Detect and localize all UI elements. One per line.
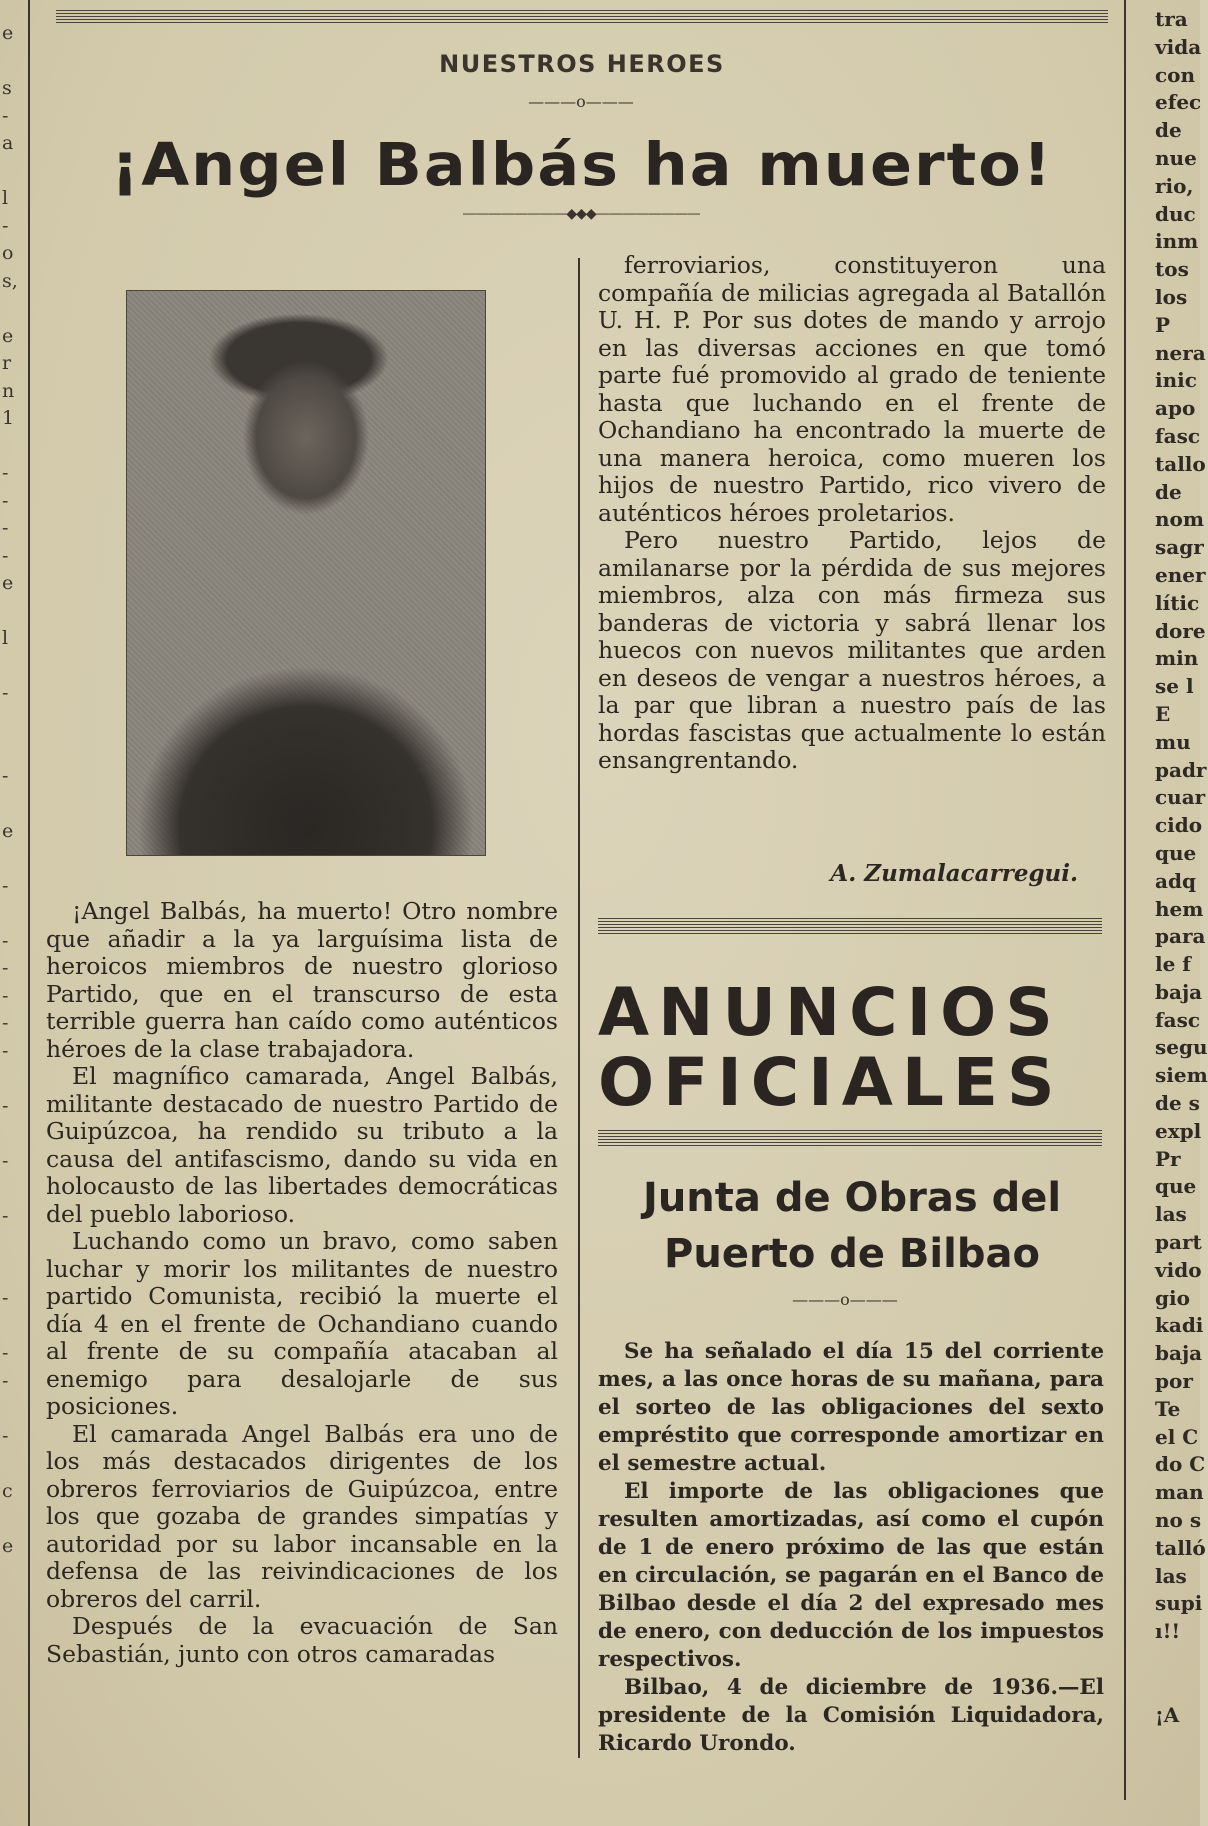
fringe-line: efec [1155, 90, 1202, 115]
fringe-line: - [2, 957, 9, 979]
article-headline: ¡Angel Balbás ha muerto! [110, 129, 1054, 200]
fringe-line: con [1155, 62, 1196, 87]
fringe-line: Pr [1155, 1146, 1181, 1171]
fringe-line: tra [1155, 7, 1188, 31]
fringe-line: - [2, 1149, 9, 1172]
left-column-fringe [0, 0, 22, 1826]
paragraph: Se ha señalado el día 15 del corriente mes, a las once horas de su mañana, para el sorteo de las obligaciones del sexto empréstito que corresponde amortizar en el semestre actual. [598, 1339, 1104, 1476]
fringe-line: - [2, 517, 9, 539]
ads-title [598, 974, 1106, 1121]
fringe-line [2, 158, 22, 186]
fringe-line: de [1155, 118, 1182, 143]
fringe-line [2, 845, 22, 873]
headline-ornament: ————————◆◆◆———————— [462, 206, 700, 222]
fringe-line [2, 708, 22, 736]
fringe-line: - [2, 214, 9, 237]
fringe-line [2, 1175, 22, 1203]
fringe-line: hem [1155, 896, 1204, 921]
fringe-line: para [1155, 924, 1206, 949]
paragraph: El magnífico camarada, Angel Balbás, militante destacado de nuestro Partido de Guipúzcoa, ha rendido su tributo a la causa del antifascismo, dando su vida en holocausto de las libertades democráticas del pueblo laborioso. [46, 1062, 558, 1228]
ads-body [598, 1338, 1104, 1758]
fringe-line: ener [1155, 562, 1206, 587]
fringe-line: s, [2, 269, 18, 292]
fringe-line: que [1155, 840, 1197, 865]
fringe-line [1155, 1674, 1200, 1702]
fringe-line: duc [1155, 201, 1196, 226]
paragraph: ferroviarios, constituyeron una compañía de milicias agregada al Batallón U. H. P. Por sus dotes de mando y arrojo en las diversas acciones en que tomó parte fué promovido al grado de teniente hasta que luchando en el frente de Ochandiano ha encontrado la muerte de una manera heroica, como mueren los hijos de nuestro Partido, rico vivero de auténticos héroes proletarios. [598, 251, 1106, 527]
fringe-line: se l [1155, 674, 1194, 699]
fringe-line: no s [1155, 1508, 1202, 1533]
fringe-line: apo [1155, 396, 1196, 421]
fringe-line: - [2, 1204, 9, 1227]
fringe-line: fasc [1155, 423, 1200, 448]
fringe-line: las [1155, 1563, 1187, 1588]
fringe-line: - [2, 1012, 9, 1034]
fringe-line: nue [1155, 145, 1197, 170]
paragraph: Pero nuestro Partido, lejos de amilanarse por la pérdida de sus mejores miembros, alza con más firmeza sus banderas de victoria y sabrá llenar los huecos con nuevos militantes que arden en deseos de vengar a nuestros héroes, a la par que libran a nuestro país de las hordas fascistas que actualmente lo están ensangrentando. [598, 526, 1106, 774]
fringe-line: - [2, 462, 9, 484]
fringe-line: vida [1155, 34, 1202, 59]
fringe-line: cuar [1155, 785, 1206, 810]
fringe-line: e [2, 324, 14, 347]
fringe-line: E [1155, 701, 1171, 726]
fringe-line: tallo [1155, 451, 1206, 476]
article-column-1 [46, 898, 558, 1668]
fringe-line: adq [1155, 868, 1196, 893]
fringe-line [2, 900, 22, 928]
fringe-line [2, 1505, 22, 1533]
fringe-line [2, 653, 22, 681]
fringe-line [2, 1230, 22, 1258]
fringe-line: expl [1155, 1118, 1202, 1143]
fringe-line: padr [1155, 757, 1207, 782]
portrait-photo [126, 290, 486, 856]
ads-top-hatched-rule [598, 918, 1102, 936]
fringe-line: kadi [1155, 1313, 1204, 1338]
paragraph: Bilbao, 4 de diciembre de 1936.—El presidente de la Comisión Liquidadora, Ricardo Urondo. [598, 1675, 1104, 1756]
fringe-line: o [2, 242, 14, 264]
fringe-line: a [2, 132, 14, 154]
fringe-line: - [2, 1094, 9, 1117]
fringe-line: cido [1155, 813, 1203, 838]
fringe-line: de s [1155, 1091, 1200, 1116]
fringe-line: P [1155, 312, 1171, 337]
fringe-line: r [2, 352, 12, 374]
fringe-line: fasc [1155, 1007, 1200, 1032]
column-rule-left [28, 0, 30, 1826]
fringe-line [2, 1450, 22, 1478]
ads-title-line-2: OFICIALES [598, 1044, 1064, 1121]
ads-subtitle [598, 1170, 1106, 1282]
fringe-line: s [2, 77, 12, 99]
fringe-line: los [1155, 284, 1188, 309]
fringe-line: - [2, 1424, 9, 1447]
fringe-line: - [2, 1287, 9, 1309]
fringe-line: le f [1155, 952, 1191, 977]
fringe-line: e [2, 572, 14, 594]
article-column-2 [598, 252, 1106, 775]
column-rule-middle [578, 258, 580, 1758]
top-hatched-rule [56, 10, 1108, 24]
article-signature: A. Zumalacarregui. [830, 860, 1078, 887]
ads-ornament: ———o——— [792, 1290, 898, 1309]
fringe-line: baja [1155, 1341, 1203, 1366]
ads-subtitle-line-1: Junta de Obras del [642, 1175, 1062, 1221]
fringe-line: segu [1155, 1035, 1208, 1060]
paragraph: El importe de las obligaciones que resulten amortizadas, así como el cupón de 1 de enero próximo de las que están en circulación, se pagarán en el Banco de Bilbao desde el día 2 del expresado mes de enero, con deducción de los impuestos respectivos. [598, 1479, 1104, 1672]
article-kicker: NUESTROS HEROES [439, 50, 725, 78]
fringe-line [2, 735, 22, 763]
fringe-line: - [2, 489, 9, 512]
fringe-line: ı!! [1155, 1619, 1181, 1644]
fringe-line: part [1155, 1230, 1202, 1255]
fringe-line: Te [1155, 1396, 1181, 1421]
fringe-line: l [2, 627, 9, 649]
fringe-line: sagr [1155, 535, 1204, 560]
ads-mid-hatched-rule [598, 1130, 1102, 1146]
fringe-line [2, 1395, 22, 1423]
fringe-line [1155, 1646, 1200, 1674]
fringe-line: inic [1155, 368, 1197, 393]
fringe-line: de [1155, 479, 1182, 504]
fringe-line: - [2, 1039, 9, 1062]
fringe-line: man [1155, 1480, 1204, 1505]
fringe-line: n [2, 379, 15, 402]
fringe-line [2, 48, 22, 76]
paragraph: ¡Angel Balbás, ha muerto! Otro nombre que añadir a la ya larguísima lista de heroicos miembros de nuestro glorioso Partido, que en el transcurso de esta terrible guerra han caído como auténticos héroes de la clase trabajadora. [46, 897, 558, 1063]
fringe-line: do C [1155, 1452, 1206, 1477]
fringe-line: tos [1155, 257, 1189, 282]
fringe-line: - [2, 764, 9, 787]
fringe-line: el C [1155, 1424, 1199, 1449]
fringe-line: supi [1155, 1591, 1203, 1616]
fringe-line: las [1155, 1202, 1187, 1227]
fringe-line: 1 [2, 407, 15, 429]
fringe-line: lític [1155, 590, 1200, 615]
fringe-line: vido [1155, 1257, 1202, 1282]
fringe-line: - [2, 682, 9, 704]
fringe-line: - [2, 929, 9, 952]
fringe-line: nom [1155, 507, 1205, 532]
paragraph: El camarada Angel Balbás era uno de los más destacados dirigentes de los obreros ferroviarios de Guipúzcoa, entre los que gozaba de grandes simpatías y autoridad por su labor incansable en la defensa de las reivindicaciones de los obreros del carril. [46, 1419, 558, 1613]
fringe-line [2, 790, 22, 818]
fringe-line: l [2, 187, 9, 209]
fringe-line: por [1155, 1369, 1193, 1394]
fringe-line [2, 1258, 22, 1286]
fringe-line [2, 598, 22, 626]
kicker-ornament: ———o——— [528, 92, 634, 111]
fringe-line: siem [1155, 1063, 1208, 1088]
fringe-line: - [2, 874, 9, 897]
fringe-line: e [2, 819, 14, 842]
fringe-line [2, 295, 22, 323]
fringe-line: e [2, 22, 14, 44]
fringe-line: - [2, 544, 9, 567]
right-column-fringe [1150, 0, 1208, 1826]
fringe-line: nera [1155, 340, 1206, 365]
fringe-line: baja [1155, 979, 1203, 1004]
fringe-line [2, 1313, 22, 1341]
column-rule-right [1124, 0, 1126, 1800]
fringe-line [2, 433, 22, 461]
fringe-line [2, 1065, 22, 1093]
fringe-line: dore [1155, 618, 1206, 643]
fringe-line: c [2, 1479, 13, 1502]
ads-title-line-1: ANUNCIOS [598, 974, 1062, 1051]
fringe-line: min [1155, 646, 1199, 671]
fringe-line: ¡A [1155, 1702, 1180, 1727]
fringe-line: mu [1155, 729, 1191, 754]
fringe-line: talló [1155, 1535, 1206, 1560]
fringe-line: que [1155, 1174, 1197, 1199]
fringe-line: - [2, 1342, 9, 1364]
fringe-line: - [2, 1369, 9, 1392]
ads-subtitle-line-2: Puerto de Bilbao [664, 1231, 1040, 1277]
fringe-line: rio, [1155, 173, 1194, 198]
paragraph: Después de la evacuación de San Sebastián, junto con otros camaradas [46, 1612, 558, 1668]
fringe-line [2, 1120, 22, 1148]
fringe-line: inm [1155, 229, 1199, 254]
fringe-line: - [2, 104, 9, 127]
paragraph: Luchando como un bravo, como saben luchar y morir los militantes de nuestro partido Comunista, recibió la muerte el día 4 en el frente de Ochandiano cuando al frente de su compañía atacaban al enemigo para desalojarle de sus posiciones. [46, 1227, 558, 1420]
fringe-line: gio [1155, 1285, 1190, 1310]
fringe-line: e [2, 1534, 14, 1557]
fringe-line: - [2, 984, 9, 1007]
